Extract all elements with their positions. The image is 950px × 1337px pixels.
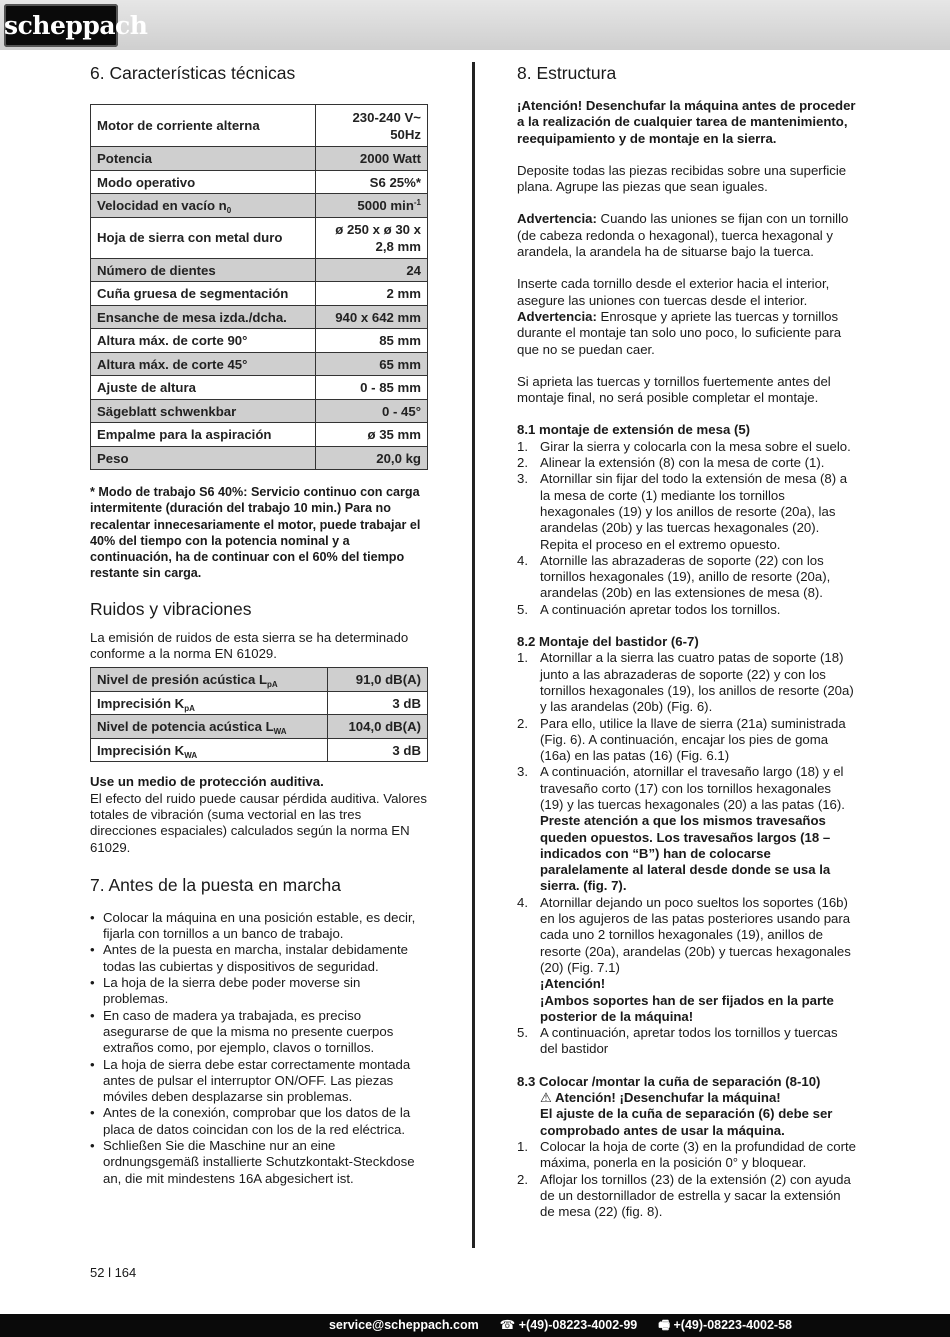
- spec-table: [90, 104, 428, 470]
- list-item: 4. Atornille las abrazaderas de soporte (22) con los tornillos hexagonales (19), anillo de resorte (20a), arandelas (20b) en las extensiones de mesa (8).: [517, 552, 831, 601]
- operating-mode-footnote: * Modo de trabajo S6 40%: Servicio continuo con carga intermitente (duración del trabajo 10 min.) Para no recalentar innecesariamente el motor, puede trabajar el 40% del tiempo con la potencia nominal y a continuación, ha de continuar con el 60% del tiempo restante sin carga.: [90, 485, 421, 581]
- fax-number: +(49)-08223-4002-58: [673, 1318, 792, 1332]
- attention-note: ¡Atención! Desenchufar la máquina antes de proceder a la realización de cualquier tarea de mantenimiento, reequipamiento y de montaje en la sierra.: [517, 98, 856, 146]
- list-item: • Antes de la conexión, comprobar que los datos de la placa de datos coincidan con los de la red eléctrica.: [90, 1105, 428, 1138]
- column-divider: [472, 62, 475, 1248]
- list-item: • Schließen Sie die Maschine nur an eine ordnungsgemäß installierte Schutzkontakt-Steckdose an, die mit mindestens 16A abgesichert ist.: [90, 1138, 428, 1187]
- spec-row: [91, 305, 428, 329]
- noise-title: Ruidos y vibraciones: [90, 598, 252, 619]
- spec-row: [91, 170, 428, 194]
- list-item: • Antes de la puesta en marcha, instalar debidamente todas las cubiertas y dispositivos de seguridad.: [90, 942, 428, 975]
- spec-row: [91, 376, 428, 400]
- subsection-8-1-title: 8.1 montaje de extensión de mesa (5): [517, 422, 751, 438]
- spec-row: [91, 105, 428, 147]
- paragraph: Si aprieta las tuercas y tornillos fuertemente antes del montaje final, no será posible completar el montaje.: [517, 373, 831, 406]
- spec-row: [91, 399, 428, 423]
- noise-value: 3 dB: [327, 738, 427, 762]
- spec-value: 940 x 642 mm: [316, 305, 428, 329]
- spec-row: [91, 217, 428, 258]
- subsection-8-2-title: 8.2 Montaje del bastidor (6-7): [517, 634, 699, 650]
- list-item: 1. Atornillar a la sierra las cuatro patas de soporte (18) junto a las abrazaderas de soporte (22) y con los tornillos hexagonales (19), los anillos de resorte (20a) y las arandelas (20b) (Fig. 6).: [517, 650, 854, 715]
- noise-label: Nivel de presión acústica $L_{pA}$: [91, 668, 328, 692]
- spec-label: Motor de corriente alterna: [91, 105, 316, 147]
- spec-label: Número de dientes: [91, 258, 316, 282]
- noise-table: [90, 667, 428, 762]
- section7-title: 7. Antes de la puesta en marcha: [90, 874, 341, 895]
- list-item: 1. Colocar la hoja de corte (3) en la profundidad de corte máxima, ponerla en la posición 0° y bloquear.: [517, 1138, 856, 1171]
- warning-paragraph: Advertencia: Enrosque y apriete las tuercas y tornillos durante el montaje tan solo uno poco, lo suficiente para que no se puedan caer.: [517, 308, 842, 357]
- spec-label: Hoja de sierra con metal duro: [91, 217, 316, 258]
- hearing-protection-note: Use un medio de protección auditiva.: [90, 774, 324, 790]
- list-item: 2. Para ello, utilice la llave de sierra (21a) suministrada (Fig. 6). A continuación, encajar los pies de goma (16a) en las patas (16) (Fig. 6.1): [517, 715, 846, 764]
- paragraph: Inserte cada tornillo desde el exterior hacia el interior, asegure las uniones con tuercas desde el interior.: [517, 276, 830, 308]
- spec-value: 65 mm: [316, 352, 428, 376]
- section8-title: 8. Estructura: [517, 63, 617, 83]
- section6-title: 6. Características técnicas: [90, 63, 296, 83]
- spec-value: 230-240 V~ 50Hz: [316, 105, 428, 147]
- spec-row: [91, 446, 428, 470]
- noise-row: [91, 691, 428, 715]
- subsection-8-3-title: 8.3 Colocar /montar la cuña de separación (8-10): [517, 1073, 821, 1089]
- spec-row: [91, 282, 428, 306]
- noise-value: 3 dB: [327, 691, 427, 715]
- spec-value: 0 - 85 mm: [316, 376, 428, 400]
- spec-value: 5000 $\min^{-1}$: [316, 194, 428, 218]
- list-item: 2. Alinear la extensión (8) con la mesa de corte (1).: [517, 455, 825, 471]
- service-email[interactable]: service@scheppach.com: [328, 1318, 479, 1332]
- spec-value: 24: [316, 258, 428, 282]
- scheppach-logo: scheppach: [4, 4, 118, 47]
- left-column: [90, 62, 428, 1187]
- spec-value: ø 250 x ø 30 x 2,8 mm: [316, 217, 428, 258]
- list-item: 5. A continuación apretar todos los tornillos.: [517, 601, 781, 617]
- noise-row: [91, 715, 428, 739]
- spec-label: Peso: [91, 446, 316, 470]
- list-item: 4. Atornillar dejando un poco sueltos los soportes (16b) en los agujeros de las patas posteriores usando para cada uno 2 tornillos hexagonales (19), anillos de resorte (20a), arandelas (20b) y tuercas hexagonales (20) (Fig. 7.1) ¡Atención! ¡Ambos soportes han de ser fijados en la parte posterior de la máquina!: [517, 894, 851, 1024]
- list-item: • La hoja de la sierra debe poder moverse sin problemas.: [90, 975, 428, 1008]
- list-item: • Colocar la máquina en una posición estable, es decir, fijarla con tornillos a un banco de trabajo.: [90, 910, 428, 943]
- spec-label: Ajuste de altura: [91, 376, 316, 400]
- list-item: 3. A continuación, atornillar el travesaño largo (18) y el travesaño corto (17) con los tornillos hexagonales (19) y las tuercas hexagonales (20) a las patas (16). Preste atención a que los mismos travesaños queden opuestos. Los travesaños largos (18 – indicados con “B”) han de colocarse paralelamente al lateral desde donde se usa la sierra. (fig. 7).: [517, 764, 845, 894]
- spec-label: Potencia: [91, 147, 316, 171]
- spec-value: S6 25%*: [316, 170, 428, 194]
- list-item: 1. Girar la sierra y colocarla con la mesa sobre el suelo.: [517, 438, 851, 454]
- spec-label: Cuña gruesa de segmentación: [91, 282, 316, 306]
- page-header: [0, 0, 950, 50]
- spec-value: 2000 Watt: [316, 147, 428, 171]
- spec-label: Modo operativo: [91, 170, 316, 194]
- spec-label: Sägeblatt schwenkbar: [91, 399, 316, 423]
- noise-row: [91, 738, 428, 762]
- spec-label: Altura máx. de corte 45°: [91, 352, 316, 376]
- spec-row: [91, 147, 428, 171]
- spec-value: 20,0 kg: [316, 446, 428, 470]
- wedge-check-note: El ajuste de la cuña de separación (6) debe ser comprobado antes de usar la máquina.: [540, 1106, 833, 1138]
- spec-value: 2 mm: [316, 282, 428, 306]
- paragraph: Deposite todas las piezas recibidas sobre una superficie plana. Agrupe las piezas que sean iguales.: [517, 162, 847, 195]
- fax-icon: 🖷: [658, 1318, 671, 1332]
- spec-value: 85 mm: [316, 329, 428, 353]
- phone-number: +(49)-08223-4002-99: [518, 1318, 638, 1332]
- spec-row: [91, 258, 428, 282]
- section7-list: [90, 910, 428, 1187]
- subsection-8-3-steps: [517, 1139, 857, 1220]
- spec-label: Ensanche de mesa izda./dcha.: [91, 305, 316, 329]
- spec-value: ø 35 mm: [316, 423, 428, 447]
- warning-unplug: ⚠ Atención! ¡Desenchufar la máquina!: [540, 1090, 781, 1106]
- page-footer: [0, 1314, 950, 1337]
- warning-paragraph: Advertencia: Cuando las uniones se fijan con un tornillo (de cabeza redonda o hexagonal), tuerca hexagonal y arandela, la arandela ha de situarse bajo la tuerca.: [517, 211, 849, 260]
- list-item: 5. A continuación, apretar todos los tornillos y tuercas del bastidor: [517, 1025, 838, 1057]
- noise-row: [91, 668, 428, 692]
- subsection-8-2-steps: [517, 650, 857, 1057]
- spec-row: [91, 194, 428, 218]
- right-column: [517, 62, 857, 1220]
- noise-value: 91,0 dB(A): [327, 668, 427, 692]
- spec-label: Empalme para la aspiración: [91, 423, 316, 447]
- hearing-text: El efecto del ruido puede causar pérdida auditiva. Valores totales de vibración (suma vectorial en las tres direcciones espaciales) calculados según la norma EN 61029.: [90, 790, 427, 855]
- page-number: 52 l 164: [90, 1265, 137, 1280]
- noise-label: Imprecisión $K_{WA}$: [91, 738, 328, 762]
- noise-label: Nivel de potencia acústica $L_{WA}$: [91, 715, 328, 739]
- subsection-8-1-steps: [517, 439, 857, 618]
- spec-row: [91, 423, 428, 447]
- noise-label: Imprecisión $K_{pA}$: [91, 691, 328, 715]
- list-item: • En caso de madera ya trabajada, es preciso asegurarse de que la misma no presente cuerpos extraños como, por ejemplo, clavos o tornillos.: [90, 1008, 428, 1057]
- spec-label: Velocidad en vacío $n_0$: [91, 194, 316, 218]
- noise-value: 104,0 dB(A): [327, 715, 427, 739]
- spec-value: 0 - 45°: [316, 399, 428, 423]
- list-item: 2. Aflojar los tornillos (23) de la extensión (2) con ayuda de un destornillador de estrella y sacar la extensión de mesa (22) (fig. 8).: [517, 1171, 851, 1220]
- spec-label: Altura máx. de corte 90°: [91, 329, 316, 353]
- phone-icon: ☎: [499, 1318, 516, 1332]
- noise-intro: La emisión de ruidos de esta sierra se ha determinado conforme a la norma EN 61029.: [90, 629, 409, 662]
- spec-row: [91, 352, 428, 376]
- list-item: • La hoja de sierra debe estar correctamente montada antes de pulsar el interruptor ON/OFF. Las piezas móviles deben desplazarse sin problemas.: [90, 1057, 428, 1106]
- spec-row: [91, 329, 428, 353]
- list-item: 3. Atornillar sin fijar del todo la extensión de mesa (8) a la mesa de corte (1) mediante los tornillos hexagonales (19) y los anillos de resorte (20a), las arandelas (20b) y las tuercas hexagonales (20). Repita el proceso en el extremo opuesto.: [517, 471, 848, 552]
